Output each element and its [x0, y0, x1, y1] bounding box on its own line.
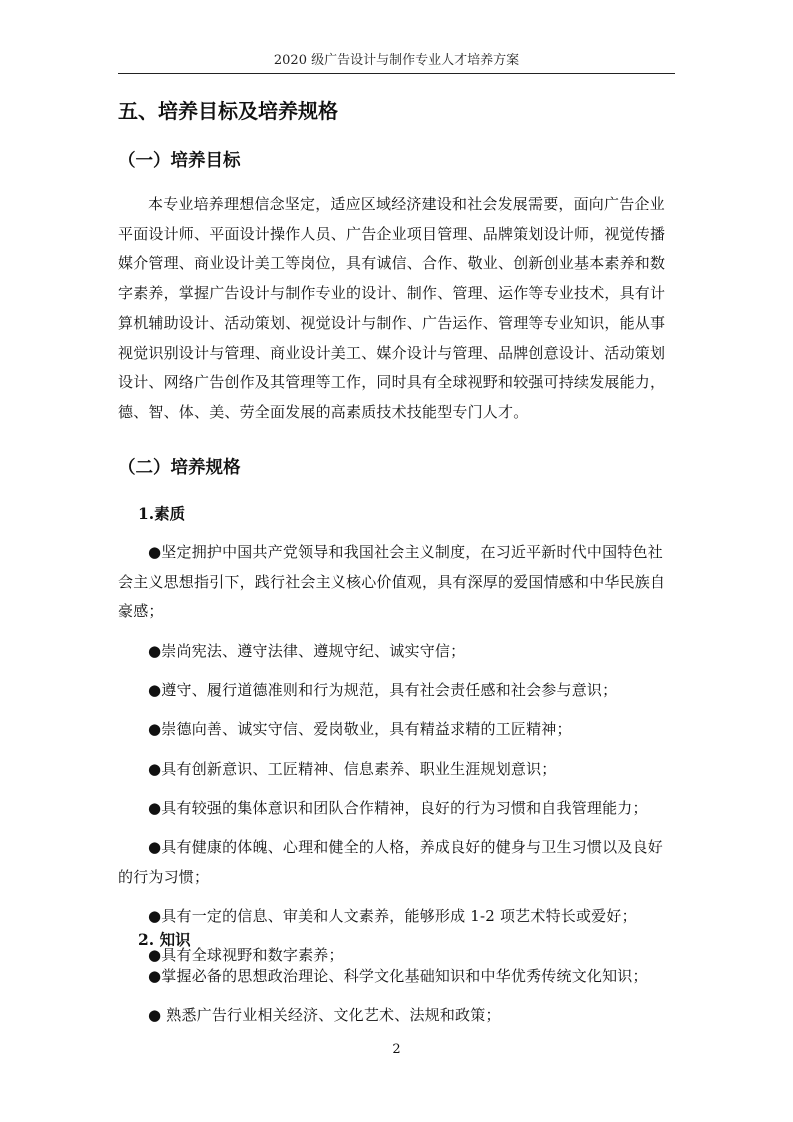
quality-list [118, 538, 678, 981]
running-header: 2020 级广告设计与制作专业人才培养方案 [273, 53, 520, 68]
list-item: ● 熟悉广告行业相关经济、文化艺术、法规和政策； [148, 1006, 501, 1025]
list-item: ●崇尚宪法、遵守法律、遵规守纪、诚实守信； [148, 641, 466, 660]
quality-heading: 1.素质 [138, 504, 186, 523]
list-item: ●崇德向善、诚实守信、爱岗敬业，具有精益求精的工匠精神； [148, 720, 572, 739]
header-divider [118, 73, 675, 74]
section-title: 五、培养目标及培养规格 [118, 99, 338, 123]
list-item: ●掌握必备的思想政治理论、科学文化基础知识和中华优秀传统文化知识； [148, 967, 648, 985]
goal-heading: （一）培养目标 [118, 151, 241, 171]
list-item: ●坚定拥护中国共产党领导和我国社会主义制度，在习近平新时代中国特色社会主义思想指引下，践行社会主义核心价值观，具有深厚的爱国情感和中华民族自豪感； [118, 543, 666, 621]
knowledge-list [118, 962, 678, 1041]
list-item: ●具有一定的信息、审美和人文素养，能够形成 1-2 项艺术特长或爱好； [148, 907, 637, 926]
list-item: ●遵守、履行道德准则和行为规范，具有社会责任感和社会参与意识； [148, 681, 618, 699]
knowledge-heading: 2. 知识 [138, 930, 191, 949]
list-item: ●具有健康的体魄、心理和健全的人格，养成良好的健身与卫生习惯以及良好的行为习惯； [118, 838, 663, 886]
page-number: 2 [392, 1042, 401, 1057]
list-item: ●具有创新意识、工匠精神、信息素养、职业生涯规划意识； [148, 759, 557, 778]
goal-paragraph: 本专业培养理想信念坚定，适应区域经济建设和社会发展需要，面向广告企业平面设计师、平面设计操作人员、广告企业项目管理、品牌策划设计师，视觉传播媒介管理、商业设计美工等岗位，具有诚信、合作、敬业、创新创业基本素养和数字素养，掌握广告设计与制作专业的设计、制作、管理、运作等专业技术，具有计算机辅助设计、活动策划、视觉设计与制作、广告运作、管理等专业知识，能从事视觉识别设计与管理、商业设计美工、媒介设计与管理、品牌创意设计、活动策划设计、网络广告创作及其管理等工作，同时具有全球视野和较强可持续发展能力，德、智、体、美、劳全面发展的高素质技术技能型专门人才。 [118, 195, 666, 421]
list-item: ●具有较强的集体意识和团队合作精神，良好的行为习惯和自我管理能力； [148, 798, 648, 817]
list-item: ●具有全球视野和数字素养； [148, 946, 344, 965]
spec-heading: （二）培养规格 [118, 458, 241, 478]
